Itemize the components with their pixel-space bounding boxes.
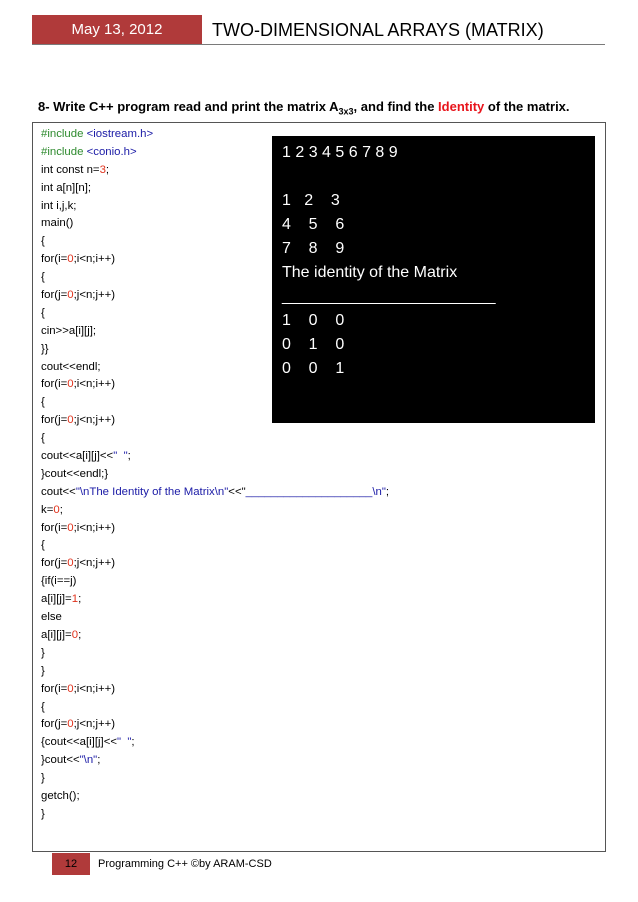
code-token: ____________________ (245, 485, 373, 498)
code-token: 0 (67, 718, 74, 731)
code-token: 0 (67, 378, 74, 391)
code-line (41, 770, 389, 788)
code-token: for(i= (41, 682, 68, 695)
code-token: { (41, 271, 45, 284)
code-token: for(i= (41, 378, 68, 391)
code-token: 0 (67, 414, 74, 427)
code-token: ;j<n;j++) (73, 718, 116, 731)
code-token: k= (41, 503, 54, 516)
code-line (41, 591, 389, 609)
code-token: #include (41, 145, 87, 158)
code-token: main() (41, 217, 74, 230)
code-token: 0 (67, 289, 74, 302)
code-token: cin>>a[i][j]; (41, 324, 97, 337)
question-subscript: 3x3 (338, 106, 354, 117)
console-identity-row: 1 0 0 (282, 312, 345, 329)
question-heading (38, 99, 570, 117)
code-token: { (41, 700, 45, 713)
console-input-line: 1 2 3 4 5 6 7 8 9 (282, 144, 398, 161)
code-token: for(j= (41, 718, 68, 731)
code-token: for(j= (41, 557, 68, 570)
code-line (41, 484, 389, 502)
code-line (41, 573, 389, 591)
code-token: 0 (67, 557, 74, 570)
code-token: ; (105, 163, 110, 176)
code-token: cout<<endl; (41, 360, 101, 373)
code-token: for(j= (41, 414, 68, 427)
code-token: ;i<n;i++) (73, 521, 116, 534)
code-line (41, 806, 389, 824)
code-line (41, 537, 389, 555)
code-token: 3 (99, 163, 106, 176)
code-line (41, 555, 389, 573)
code-line (41, 681, 389, 699)
code-token: <conio.h> (86, 145, 137, 158)
header-divider (32, 44, 605, 45)
code-token: {cout<<a[i][j]<< (41, 736, 117, 749)
code-token: 0 (71, 628, 79, 641)
code-line (41, 502, 389, 520)
console-matrix-row: 4 5 6 (282, 216, 345, 233)
code-token: } (41, 664, 45, 677)
code-token: cout<< (41, 485, 76, 498)
header-title: TWO-DIMENSIONAL ARRAYS (MATRIX) (212, 20, 544, 40)
code-token: ; (131, 736, 135, 749)
code-token: ;i<n;i++) (73, 682, 116, 695)
code-token: for(i= (41, 253, 68, 266)
code-token: } (41, 807, 45, 820)
code-line (41, 699, 389, 717)
code-line (41, 716, 389, 734)
console-identity-row: 0 1 0 (282, 336, 345, 353)
code-token: } (41, 772, 45, 785)
code-token: {if(i==j) (41, 575, 77, 588)
console-identity-label: The identity of the Matrix (282, 264, 458, 281)
code-token: for(j= (41, 289, 68, 302)
code-token: ;i<n;i++) (73, 378, 116, 391)
code-token: cout<<a[i][j]<< (41, 450, 114, 463)
code-token: a[i][j]= (41, 593, 72, 606)
code-token: ; (385, 485, 390, 498)
code-token: 0 (53, 503, 60, 516)
question-middle: , and find the (353, 99, 439, 114)
code-line (41, 752, 389, 770)
question-prefix: 8- Write C++ program read and print the matrix A (38, 99, 339, 114)
code-token: 0 (67, 521, 74, 534)
code-line (41, 609, 389, 627)
question-suffix: of the matrix. (484, 99, 570, 114)
code-token: }cout<<endl;} (41, 467, 109, 480)
code-token: 0 (67, 253, 74, 266)
code-token: int i,j,k; (41, 199, 77, 212)
code-token: ; (127, 450, 131, 463)
console-matrix-row: 7 8 9 (282, 240, 345, 257)
code-token: ; (59, 503, 63, 516)
code-token: "\n" (79, 754, 98, 767)
code-token: "\nThe Identity of the Matrix\n" (75, 485, 229, 498)
footer-page-number: 12 (52, 853, 90, 875)
code-token: " " (117, 736, 132, 749)
code-token: ;j<n;j++) (73, 289, 116, 302)
code-line (41, 627, 389, 645)
code-token: <<" (228, 485, 246, 498)
code-token: 1 (71, 593, 79, 606)
code-token: 0 (67, 682, 74, 695)
header-date-badge: May 13, 2012 (32, 15, 202, 45)
code-token: } (41, 646, 45, 659)
code-token: int const n= (41, 163, 100, 176)
console-matrix-row: 1 2 3 (282, 192, 340, 209)
code-line (41, 645, 389, 663)
code-token: { (41, 235, 45, 248)
code-line (41, 520, 389, 538)
code-token: { (41, 396, 45, 409)
code-token: ; (97, 754, 101, 767)
code-token: { (41, 432, 45, 445)
code-token: " " (113, 450, 128, 463)
code-token: ; (78, 628, 82, 641)
code-token: a[i][j]= (41, 628, 72, 641)
code-line (41, 663, 389, 681)
code-token: getch(); (41, 789, 80, 802)
code-token: }cout<< (41, 754, 80, 767)
code-token: ;j<n;j++) (73, 414, 116, 427)
code-token: ;j<n;j++) (73, 557, 116, 570)
console-identity-row: 0 0 1 (282, 360, 345, 377)
footer-text: Programming C++ ©by ARAM-CSD (98, 858, 272, 870)
code-line (41, 466, 389, 484)
code-token: { (41, 539, 45, 552)
code-line (41, 734, 389, 752)
code-token: for(i= (41, 521, 68, 534)
code-token: ;i<n;i++) (73, 253, 116, 266)
code-token: #include (41, 128, 87, 140)
question-highlight: Identity (438, 99, 485, 114)
console-output (272, 136, 595, 423)
code-token: ; (78, 593, 82, 606)
code-token: int a[n][n]; (41, 181, 92, 194)
code-token: }} (41, 342, 49, 355)
code-token: <iostream.h> (86, 128, 154, 140)
code-token: \n" (372, 485, 386, 498)
code-line (41, 448, 389, 466)
console-separator: ________________________ (282, 288, 496, 305)
code-line (41, 788, 389, 806)
code-token: else (41, 611, 62, 624)
code-token: { (41, 306, 45, 319)
code-line (41, 430, 389, 448)
